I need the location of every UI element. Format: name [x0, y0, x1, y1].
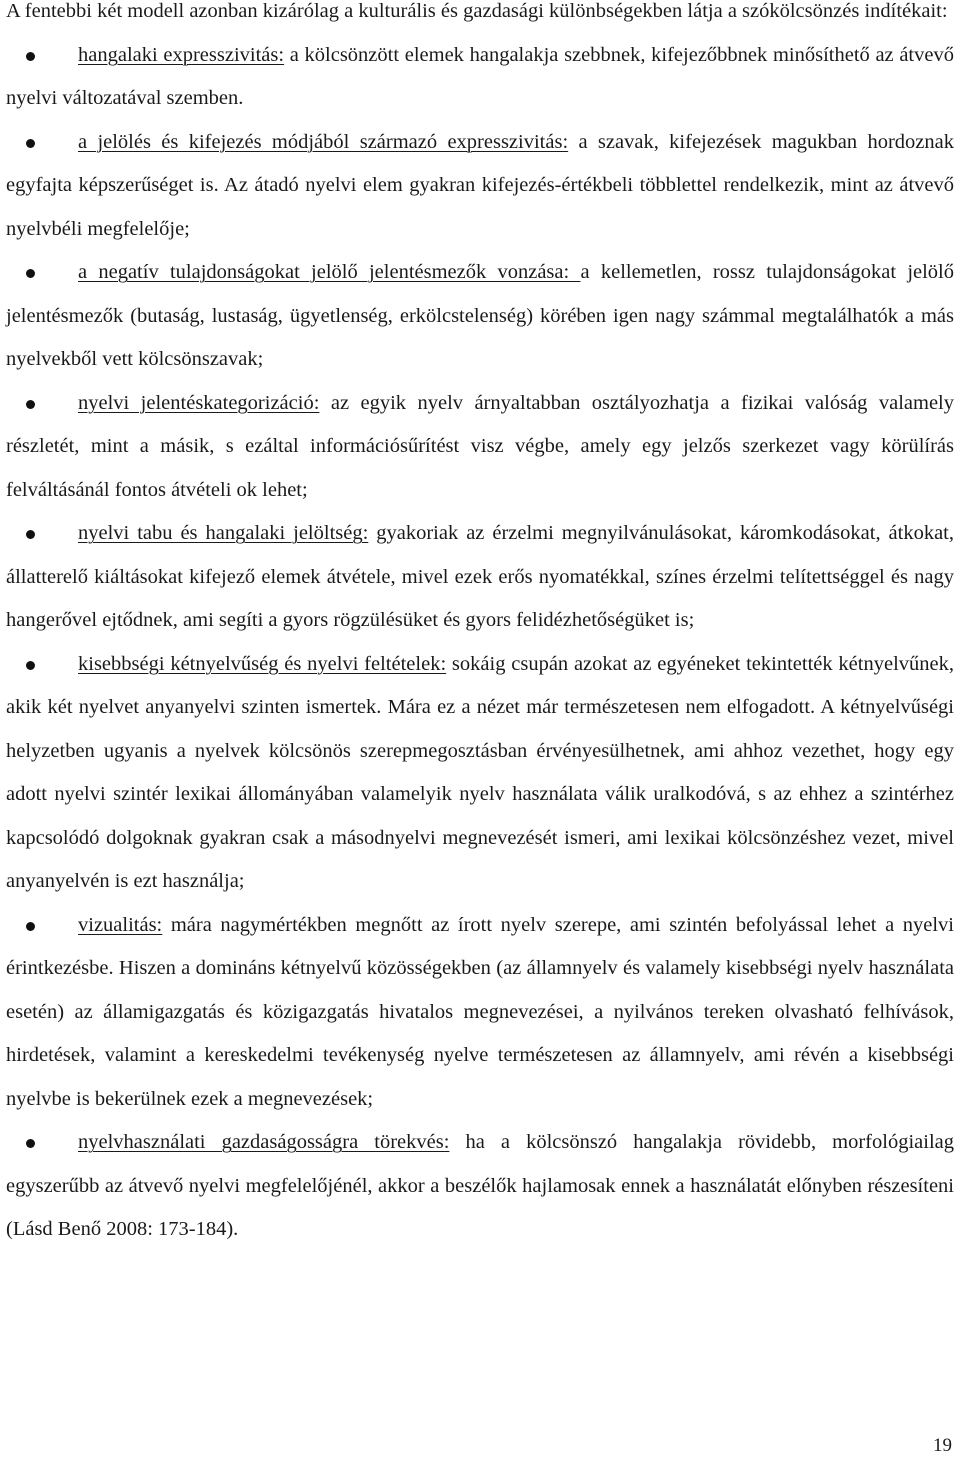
bullet-icon	[26, 52, 35, 61]
list-item	[6, 1121, 954, 1252]
list-item	[6, 251, 954, 382]
item-term: nyelvi tabu és hangalaki jelöltség:	[78, 522, 369, 544]
item-text: gyakoriak az érzelmi megnyilvánulásokat, káromkodásokat, átkokat, állatterelő kiáltásokat kifejező elemek átvétele, mivel ezek erős nyomatékkal, színes érzelmi telítettséggel és nagy hangerővel ejtődnek, ami segíti a gyors rögzülésüket és gyors felidézhetőségüket is;	[6, 522, 954, 631]
item-text: a kölcsönzött elemek hangalakja szebbnek, kifejezőbbnek minősíthető az átvevő nyelvi változatával szemben.	[6, 43, 954, 109]
list-item	[6, 904, 954, 1122]
item-text: a kellemetlen, rossz tulajdonságokat jelölő jelentésmezők (butaság, lustaság, ügyetlenség, erkölcstelenség) körében igen nagy számmal megtalálhatók a más nyelvekből vett kölcsönszavak;	[6, 261, 954, 370]
item-term: kisebbségi kétnyelvűség és nyelvi feltételek:	[78, 652, 447, 675]
bullet-icon	[26, 139, 35, 148]
item-term: a jelölés és kifejezés módjából származó expresszivitás:	[78, 130, 569, 153]
page-number: 19	[933, 1435, 952, 1456]
item-text: sokáig csupán azokat az egyéneket tekintették kétnyelvűnek, akik két nyelvet anyanyelvi szinten ismertek. Mára ez a nézet már természetesen nem elfogadott. A kétnyelvűségi helyzetben ugyanis a nyelvek kölcsönös szerepmegosztásban érvényesülhetnek, ami ahhoz vezethet, hogy egy adott nyelvi szintér lexikai állományában valamelyik nyelv használata válik uralkodóvá, s az ehhez a szintérhez kapcsolódó dolgoknak gyakran csak a másodnyelvi megnevezését ismeri, ami lexikai kölcsönzéshez vezet, mivel anyanyelvén is ezt használja;	[6, 652, 954, 892]
list-item	[6, 382, 954, 513]
item-term: nyelvi jelentéskategorizáció:	[78, 391, 320, 414]
bullet-icon	[26, 1139, 35, 1148]
item-term: nyelvhasználati gazdaságosságra törekvés:	[78, 1131, 450, 1153]
document-page	[6, 0, 954, 1252]
bullet-icon	[26, 661, 35, 670]
bullet-icon	[26, 400, 35, 409]
item-text: mára nagymértékben megnőtt az írott nyelv szerepe, ami szintén befolyással lehet a nyelvi érintkezésbe. Hiszen a domináns kétnyelvű közösségekben (az államnyelv és valamely kisebbségi nyelv használata esetén) az államigazgatás és közigazgatás hivatalos megnevezései, a nyilvános tereken olvasható felhívások, hirdetések, valamint a kereskedelmi tevékenység nyelve természetesen az államnyelv, ami révén a kisebbségi nyelvbe is bekerülnek ezek a megnevezések;	[6, 913, 954, 1110]
item-text: az egyik nyelv árnyaltabban osztályozhatja a fizikai valóság valamely részletét, mint a másik, s ezáltal információsűrítést visz végbe, amely egy jelzős szerkezet vagy körülírás felváltásánál fontos átvételi ok lehet;	[6, 391, 954, 501]
list-item	[6, 512, 954, 643]
list-item	[6, 643, 954, 904]
bullet-icon	[26, 269, 35, 278]
bullet-icon	[26, 530, 35, 539]
list-item	[6, 34, 954, 121]
intro-paragraph: A fentebbi két modell azonban kizárólag a kulturális és gazdasági különbségekben látja a szókölcsönzés indítékait:	[6, 0, 948, 22]
item-term: a negatív tulajdonságokat jelölő jelentésmezők vonzása:	[78, 261, 581, 283]
bullet-icon	[26, 922, 35, 931]
item-text: a szavak, kifejezések magukban hordoznak egyfajta képszerűséget is. Az átadó nyelvi elem gyakran kifejezés-értékbeli többlettel rendelkezik, mint az átvevő nyelvbéli megfelelője;	[6, 130, 954, 240]
list-item	[6, 121, 954, 252]
item-text: ha a kölcsönszó hangalakja rövidebb, morfológiailag egyszerűbb az átvevő nyelvi megfelelőjénél, akkor a beszélők hajlamosak ennek a használatát előnyben részesíteni (Lásd Benő 2008: 173-184).	[6, 1131, 954, 1240]
item-term: hangalaki expresszivitás:	[78, 43, 285, 66]
item-term: vizualitás:	[78, 913, 163, 936]
